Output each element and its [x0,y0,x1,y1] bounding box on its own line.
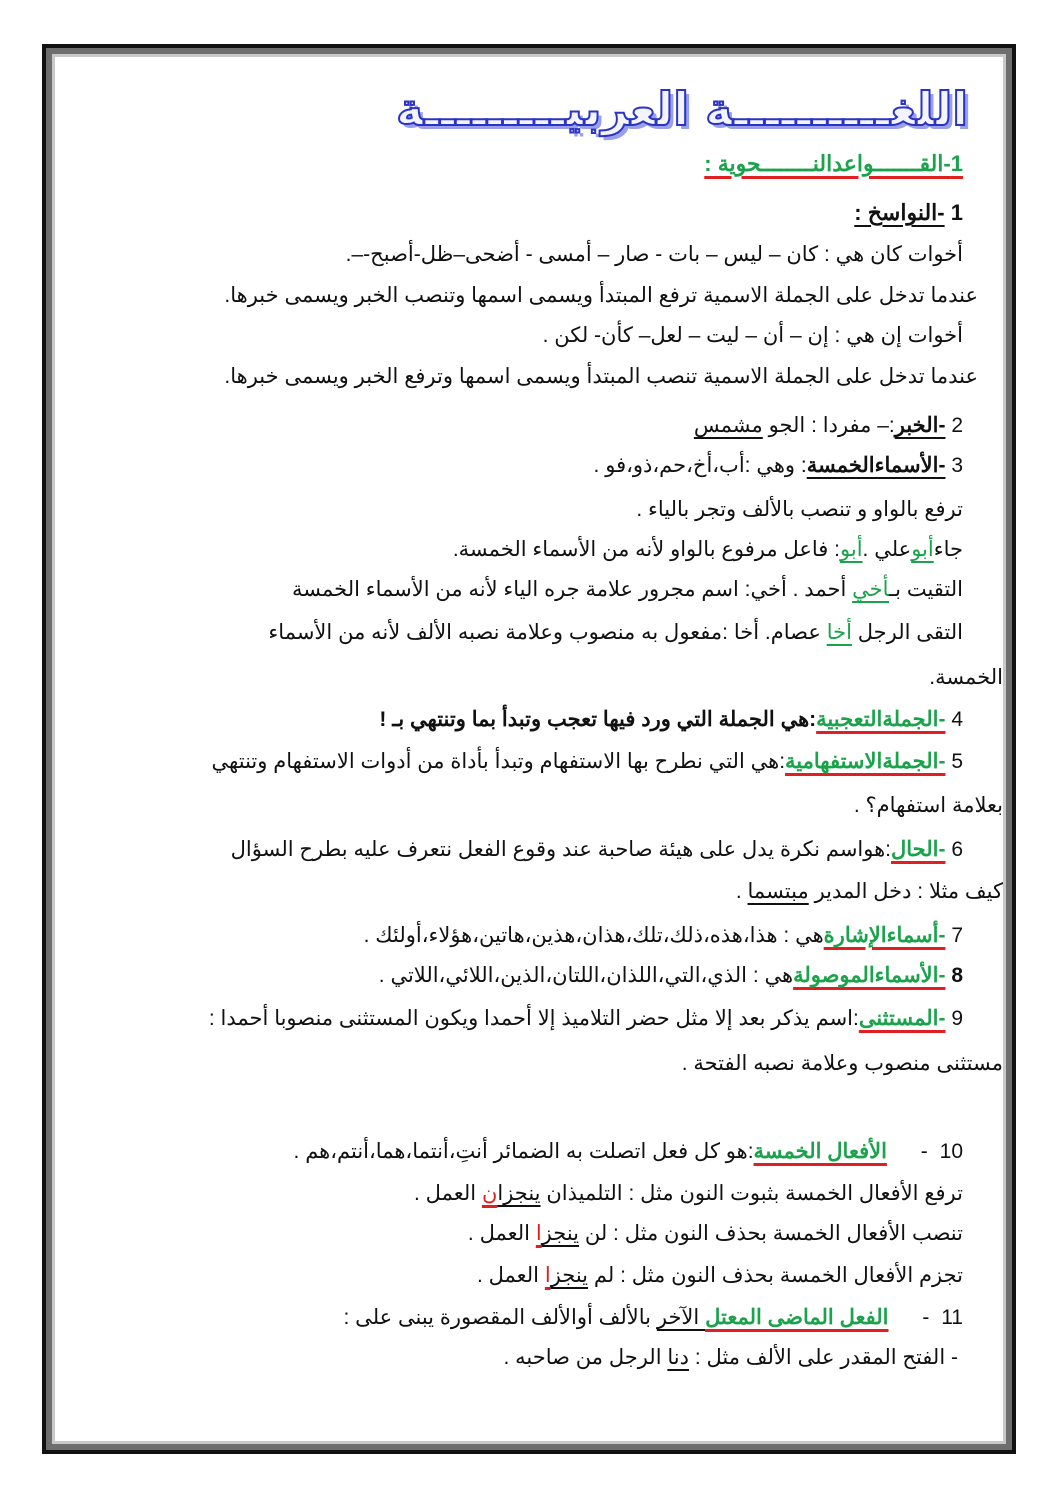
section-label: -القـــــــواعدالنــــــــحوية : [704,151,951,176]
item-heading: -الخبر [894,414,946,437]
item-number: 4 [951,708,963,731]
item-number: 6 [951,838,963,861]
item-number: 9 [951,1007,963,1030]
nawasikh-line-3: أخوات إن هي : إن – أن – ليت – لعل– كأن- لكن . [542,324,963,347]
item-heading: -الأسماءالموصولة [793,964,946,987]
nawasikh-line-4: عندما تدخل على الجملة الاسمية تنصب المبتدأ ويسمى اسمها وترفع الخبر ويسمى خبرها. [224,365,978,388]
item-madi-mutal: 11 - الفعل الماضى المعتل الآخر بالألف أوالألف المقصورة يبنى على : [343,1306,963,1329]
item-number: 11 [941,1306,963,1329]
item-heading: -الحال [891,838,946,861]
item-number: 2 [951,414,963,437]
example-ending: ن [481,1182,498,1205]
item-text: بالألف أوالألف المقصورة يبنى على : [343,1306,657,1329]
nawasikh-line-2: عندما تدخل على الجملة الاسمية ترفع المبتدأ ويسمى اسمها وتنصب الخبر ويسمى خبرها. [224,284,978,307]
item-text: :اسم يذكر بعد إلا مثل حضر التلاميذ إلا أحمدا ويكون المستثنى منصوبا أحمدا : [208,1007,859,1030]
item-taajjub [379,706,963,734]
item-number: 3 [951,454,963,477]
section-heading-grammar [704,150,963,178]
example-word: الآخر [656,1306,706,1329]
asmaa-khamsa-example-2: التقيت بـأخي أحمد . أخي: اسم مجرور علامة جره الياء لأنه من الأسماء الخمسة [292,578,963,601]
example-word: ينجزا [497,1182,541,1205]
item-heading: -أسماءالإشارة [823,924,946,947]
item-istifham [212,748,963,776]
example-word: أبو [840,538,863,561]
item-asmaa-khamsa [594,452,963,480]
example-word: دنا [667,1346,689,1369]
item-heading: -الجملةالاستفهامية [785,750,946,773]
example-word: أبو [911,538,934,561]
asmaa-khamsa-rule: ترفع بالواو و تنصب بالألف وتجر بالياء . [636,498,963,521]
item-number: 7 [951,924,963,947]
item-number: 5 [951,750,963,773]
item-heading: -الجملةالتعجبية [816,708,946,731]
madi-mutal-sub: - الفتح المقدر على الألف مثل : دنا الرجل من صاحبه . [503,1346,958,1369]
nawasikh-line-1: أخوات كان هي : كان – ليس – بات - صار – أمسى - أضحى–ظل-أصبح-–. [345,243,963,266]
item-heading: الأفعال الخمسة [753,1140,887,1163]
item-heading: -الأسماءالخمسة [806,454,946,477]
example-word: ينجز [550,1264,589,1287]
item-text: :– مفردا : الجو [762,414,895,437]
item-text: هي : الذي،التي،اللذان،اللتان،الذين،اللائي،اللاتي . [378,964,794,987]
item-number: 10 [939,1140,963,1163]
afaal-khamsa-raf: ترفع الأفعال الخمسة بثبوت النون مثل : التلميذان ينجزان العمل . [414,1182,963,1205]
item-heading: الفعل الماضى المعتل [705,1306,889,1329]
section-number: 1 [950,151,963,176]
example-word: أخي [852,578,890,601]
item-afaal-khamsa: 10 - الأفعال الخمسة:هو كل فعل اتصلت به الضمائر أنتِ،أنتما،هما،أنتم،هم . [293,1140,963,1163]
example-word: مبتسما [747,880,809,903]
mustathna-cont: مستثنى منصوب وعلامة نصبه الفتحة . [681,1052,1003,1075]
example-ending: ا [544,1264,551,1287]
afaal-khamsa-nasb: تنصب الأفعال الخمسة بحذف النون مثل : لن ينجزا العمل . [467,1222,963,1245]
item-heading: -النواسخ : [854,200,945,225]
asmaa-khamsa-example-1: جاءأبوعلي .أبو: فاعل مرفوع بالواو لأنه من الأسماء الخمسة. [452,538,963,561]
item-nawasikh-heading [854,199,963,227]
item-example: مشمس [693,414,763,437]
example-word: ينجز [541,1222,579,1245]
item-text: هي : هذا،هذه،ذلك،تلك،هذان،هذين،هاتين،هؤلاء،أولئك . [363,924,824,947]
afaal-khamsa-jazm: تجزم الأفعال الخمسة بحذف النون مثل : لم ينجزا العمل . [476,1264,963,1287]
item-text: :هواسم نكرة يدل على هيئة صاحبة عند وقوع الفعل نتعرف عليه بطرح السؤال [230,838,892,861]
item-ishara [364,922,963,950]
asmaa-khamsa-example-3-cont: الخمسة. [929,666,1003,689]
item-text: :هي الجملة التي ورد فيها تعجب وتبدأ بما وتنتهي بـ ! [379,708,817,731]
item-mawsoula [379,962,963,990]
item-khabar [694,412,963,440]
hal-cont: كيف مثلا : دخل المدير مبتسما . [735,880,1003,903]
item-heading: -المستثنى [858,1007,946,1030]
item-text: : وهي :أب،أخ،حم،ذو،فو . [593,454,807,477]
item-hal [231,836,963,864]
document-title: اللغــــــــــة العربيـــــــــة [396,82,968,136]
item-mustathna [209,1005,963,1033]
item-text: :هي التي نطرح بها الاستفهام وتبدأ بأداة من أدوات الاستفهام وتنتهي [211,750,786,773]
item-number: 8 [951,964,963,987]
istifham-cont: بعلامة استفهام؟ . [853,794,1003,817]
example-ending: ا [535,1222,542,1245]
item-text: :هو كل فعل اتصلت به الضمائر أنتِ،أنتما،هما،أنتم،هم . [293,1140,754,1163]
item-number: 1 [950,200,963,225]
asmaa-khamsa-example-3: التقى الرجل أخا عصام. أخا :مفعول به منصوب وعلامة نصبه الألف لأنه من الأسماء [268,621,963,644]
example-word: أخا [826,621,852,644]
